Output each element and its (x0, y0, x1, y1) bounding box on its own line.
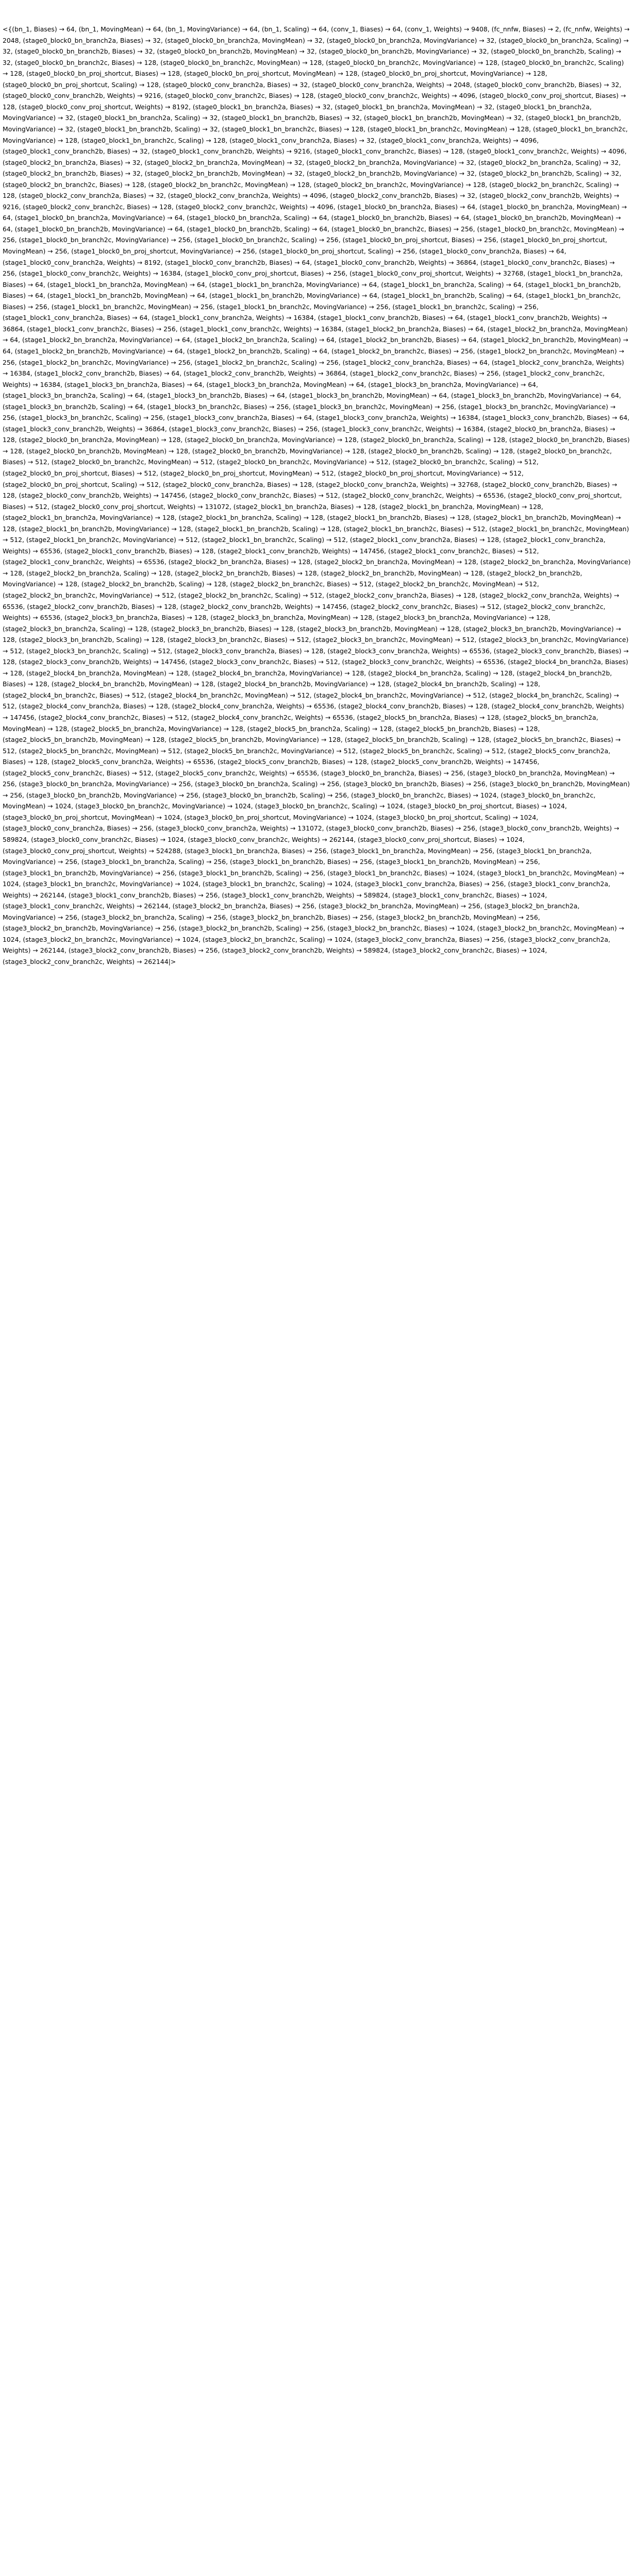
output-cell (0, 0, 634, 978)
association-output-text: <{(bn_1, Biases) → 64, (bn_1, MovingMean) → 64, (bn_1, MovingVariance) → 64, (bn_1, Scaling) → 64, (conv_1, Biases) → 64, (conv_1, Weights) → 9408, (fc_nnfw, Biases) → 2, (fc_nnfw, Weights) → 2048, (stage0_block0_bn_branch2a, Biases) → 32, (stage0_block0_bn_branch2a, MovingMean) → 32, (stage0_block0_bn_branch2a, MovingVariance) → 32, (stage0_block0_bn_branch2a, Scaling) → 32, (stage0_block0_bn_branch2b, Biases) → 32, (stage0_block0_bn_branch2b, MovingMean) → 32, (stage0_block0_bn_branch2b, MovingVariance) → 32, (stage0_block0_bn_branch2b, Scaling) → 32, (stage0_block0_bn_branch2c, Biases) → 128, (stage0_block0_bn_branch2c, MovingMean) → 128, (stage0_block0_bn_branch2c, MovingVariance) → 128, (stage0_block0_bn_branch2c, Scaling) → 128, (stage0_block0_bn_proj_shortcut, Biases) → 128, (stage0_block0_bn_proj_shortcut, MovingMean) → 128, (stage0_block0_bn_proj_shortcut, MovingVariance) → 128, (stage0_block0_bn_proj_shortcut, Scaling) → 128, (stage0_block0_conv_branch2a, Biases) → 32, (stage0_block0_conv_branch2a, Weights) → 2048, (stage0_block0_conv_branch2b, Biases) → 32, (stage0_block0_conv_branch2b, Weights) → 9216, (stage0_block0_conv_branch2c, Biases) → 128, (stage0_block0_conv_branch2c, Weights) → 4096, (stage0_block0_conv_proj_shortcut, Biases) → 128, (stage0_block0_conv_proj_shortcut, Weights) → 8192, (stage0_block1_bn_branch2a, Biases) → 32, (stage0_block1_bn_branch2a, MovingMean) → 32, (stage0_block1_bn_branch2a, MovingVariance) → 32, (stage0_block1_bn_branch2a, Scaling) → 32, (stage0_block1_bn_branch2b, Biases) → 32, (stage0_block1_bn_branch2b, MovingMean) → 32, (stage0_block1_bn_branch2b, MovingVariance) → 32, (stage0_block1_bn_branch2b, Scaling) → 32, (stage0_block1_bn_branch2c, Biases) → 128, (stage0_block1_bn_branch2c, MovingMean) → 128, (stage0_block1_bn_branch2c, MovingVariance) → 128, (stage0_block1_bn_branch2c, Scaling) → 128, (stage0_block1_conv_branch2a, Biases) → 32, (stage0_block1_conv_branch2a, Weights) → 4096, (stage0_block1_conv_branch2b, Biases) → 32, (stage0_block1_conv_branch2b, Weights) → 9216, (stage0_block1_conv_branch2c, Biases) → 128, (stage0_block1_conv_branch2c, Weights) → 4096, (stage0_block2_bn_branch2a, Biases) → 32, (stage0_block2_bn_branch2a, MovingMean) → 32, (stage0_block2_bn_branch2a, MovingVariance) → 32, (stage0_block2_bn_branch2a, Scaling) → 32, (stage0_block2_bn_branch2b, Biases) → 32, (stage0_block2_bn_branch2b, MovingMean) → 32, (stage0_block2_bn_branch2b, MovingVariance) → 32, (stage0_block2_bn_branch2b, Scaling) → 32, (stage0_block2_bn_branch2c, Biases) → 128, (stage0_block2_bn_branch2c, MovingMean) → 128, (stage0_block2_bn_branch2c, MovingVariance) → 128, (stage0_block2_bn_branch2c, Scaling) → 128, (stage0_block2_conv_branch2a, Biases) → 32, (stage0_block2_conv_branch2a, Weights) → 4096, (stage0_block2_conv_branch2b, Biases) → 32, (stage0_block2_conv_branch2b, Weights) → 9216, (stage0_block2_conv_branch2c, Biases) → 128, (stage0_block2_conv_branch2c, Weights) → 4096, (stage1_block0_bn_branch2a, Biases) → 64, (stage1_block0_bn_branch2a, MovingMean) → 64, (stage1_block0_bn_branch2a, MovingVariance) → 64, (stage1_block0_bn_branch2a, Scaling) → 64, (stage1_block0_bn_branch2b, Biases) → 64, (stage1_block0_bn_branch2b, MovingMean) → 64, (stage1_block0_bn_branch2b, MovingVariance) → 64, (stage1_block0_bn_branch2b, Scaling) → 64, (stage1_block0_bn_branch2c, Biases) → 256, (stage1_block0_bn_branch2c, MovingMean) → 256, (stage1_block0_bn_branch2c, MovingVariance) → 256, (stage1_block0_bn_branch2c, Scaling) → 256, (stage1_block0_bn_proj_shortcut, Biases) → 256, (stage1_block0_bn_proj_shortcut, MovingMean) → 256, (stage1_block0_bn_proj_shortcut, MovingVariance) → 256, (stage1_block0_bn_proj_shortcut, Scaling) → 256, (stage1_block0_conv_branch2a, Biases) → 64, (stage1_block0_conv_branch2a, Weights) → 8192, (stage1_block0_conv_branch2b, Biases) → 64, (stage1_block0_conv_branch2b, Weights) → 36864, (stage1_block0_conv_branch2c, Biases) → 256, (stage1_block0_conv_branch2c, Weights) → 16384, (stage1_block0_conv_proj_shortcut, Biases) → 256, (stage1_block0_conv_proj_shortcut, Weights) → 32768, (stage1_block1_bn_branch2a, Biases) → 64, (stage1_block1_bn_branch2a, MovingMean) → 64, (stage1_block1_bn_branch2a, MovingVariance) → 64, (stage1_block1_bn_branch2a, Scaling) → 64, (stage1_block1_bn_branch2b, Biases) → 64, (stage1_block1_bn_branch2b, MovingMean) → 64, (stage1_block1_bn_branch2b, MovingVariance) → 64, (stage1_block1_bn_branch2b, Scaling) → 64, (stage1_block1_bn_branch2c, Biases) → 256, (stage1_block1_bn_branch2c, MovingMean) → 256, (stage1_block1_bn_branch2c, MovingVariance) → 256, (stage1_block1_bn_branch2c, Scaling) → 256, (stage1_block1_conv_branch2a, Biases) → 64, (stage1_block1_conv_branch2a, Weights) → 16384, (stage1_block1_conv_branch2b, Biases) → 64, (stage1_block1_conv_branch2b, Weights) → 36864, (stage1_block1_conv_branch2c, Biases) → 256, (stage1_block1_conv_branch2c, Weights) → 16384, (stage1_block2_bn_branch2a, Biases) → 64, (stage1_block2_bn_branch2a, MovingMean) → 64, (stage1_block2_bn_branch2a, MovingVariance) → 64, (stage1_block2_bn_branch2a, Scaling) → 64, (stage1_block2_bn_branch2b, Biases) → 64, (stage1_block2_bn_branch2b, MovingMean) → 64, (stage1_block2_bn_branch2b, MovingVariance) → 64, (stage1_block2_bn_branch2b, Scaling) → 64, (stage1_block2_bn_branch2c, Biases) → 256, (stage1_block2_bn_branch2c, MovingMean) → 256, (stage1_block2_bn_branch2c, MovingVariance) → 256, (stage1_block2_bn_branch2c, Scaling) → 256, (stage1_block2_conv_branch2a, Biases) → 64, (stage1_block2_conv_branch2a, Weights) → 16384, (stage1_block2_conv_branch2b, Biases) → 64, (stage1_block2_conv_branch2b, Weights) → 36864, (stage1_block2_conv_branch2c, Biases) → 256, (stage1_block2_conv_branch2c, Weights) → 16384, (stage1_block3_bn_branch2a, Biases) → 64, (stage1_block3_bn_branch2a, MovingMean) → 64, (stage1_block3_bn_branch2a, MovingVariance) → 64, (stage1_block3_bn_branch2a, Scaling) → 64, (stage1_block3_bn_branch2b, Biases) → 64, (stage1_block3_bn_branch2b, MovingMean) → 64, (stage1_block3_bn_branch2b, MovingVariance) → 64, (stage1_block3_bn_branch2b, Scaling) → 64, (stage1_block3_bn_branch2c, Biases) → 256, (stage1_block3_bn_branch2c, MovingMean) → 256, (stage1_block3_bn_branch2c, MovingVariance) → 256, (stage1_block3_bn_branch2c, Scaling) → 256, (stage1_block3_conv_branch2a, Biases) → 64, (stage1_block3_conv_branch2a, Weights) → 16384, (stage1_block3_conv_branch2b, Biases) → 64, (stage1_block3_conv_branch2b, Weights) → 36864, (stage1_block3_conv_branch2c, Biases) → 256, (stage1_block3_conv_branch2c, Weights) → 16384, (stage2_block0_bn_branch2a, Biases) → 128, (stage2_block0_bn_branch2a, MovingMean) → 128, (stage2_block0_bn_branch2a, MovingVariance) → 128, (stage2_block0_bn_branch2a, Scaling) → 128, (stage2_block0_bn_branch2b, Biases) → 128, (stage2_block0_bn_branch2b, MovingMean) → 128, (stage2_block0_bn_branch2b, MovingVariance) → 128, (stage2_block0_bn_branch2b, Scaling) → 128, (stage2_block0_bn_branch2c, Biases) → 512, (stage2_block0_bn_branch2c, MovingMean) → 512, (stage2_block0_bn_branch2c, MovingVariance) → 512, (stage2_block0_bn_branch2c, Scaling) → 512, (stage2_block0_bn_proj_shortcut, Biases) → 512, (stage2_block0_bn_proj_shortcut, MovingMean) → 512, (stage2_block0_bn_proj_shortcut, MovingVariance) → 512, (stage2_block0_bn_proj_shortcut, Scaling) → 512, (stage2_block0_conv_branch2a, Biases) → 128, (stage2_block0_conv_branch2a, Weights) → 32768, (stage2_block0_conv_branch2b, Biases) → 128, (stage2_block0_conv_branch2b, Weights) → 147456, (stage2_block0_conv_branch2c, Biases) → 512, (stage2_block0_conv_branch2c, Weights) → 65536, (stage2_block0_conv_proj_shortcut, Biases) → 512, (stage2_block0_conv_proj_shortcut, Weights) → 131072, (stage2_block1_bn_branch2a, Biases) → 128, (stage2_block1_bn_branch2a, MovingMean) → 128, (stage2_block1_bn_branch2a, MovingVariance) → 128, (stage2_block1_bn_branch2a, Scaling) → 128, (stage2_block1_bn_branch2b, Biases) → 128, (stage2_block1_bn_branch2b, MovingMean) → 128, (stage2_block1_bn_branch2b, MovingVariance) → 128, (stage2_block1_bn_branch2b, Scaling) → 128, (stage2_block1_bn_branch2c, Biases) → 512, (stage2_block1_bn_branch2c, MovingMean) → 512, (stage2_block1_bn_branch2c, MovingVariance) → 512, (stage2_block1_bn_branch2c, Scaling) → 512, (stage2_block1_conv_branch2a, Biases) → 128, (stage2_block1_conv_branch2a, Weights) → 65536, (stage2_block1_conv_branch2b, Biases) → 128, (stage2_block1_conv_branch2b, Weights) → 147456, (stage2_block1_conv_branch2c, Biases) → 512, (stage2_block1_conv_branch2c, Weights) → 65536, (stage2_block2_bn_branch2a, Biases) → 128, (stage2_block2_bn_branch2a, MovingMean) → 128, (stage2_block2_bn_branch2a, MovingVariance) → 128, (stage2_block2_bn_branch2a, Scaling) → 128, (stage2_block2_bn_branch2b, Biases) → 128, (stage2_block2_bn_branch2b, MovingMean) → 128, (stage2_block2_bn_branch2b, MovingVariance) → 128, (stage2_block2_bn_branch2b, Scaling) → 128, (stage2_block2_bn_branch2c, Biases) → 512, (stage2_block2_bn_branch2c, MovingMean) → 512, (stage2_block2_bn_branch2c, MovingVariance) → 512, (stage2_block2_bn_branch2c, Scaling) → 512, (stage2_block2_conv_branch2a, Biases) → 128, (stage2_block2_conv_branch2a, Weights) → 65536, (stage2_block2_conv_branch2b, Biases) → 128, (stage2_block2_conv_branch2b, Weights) → 147456, (stage2_block2_conv_branch2c, Biases) → 512, (stage2_block2_conv_branch2c, Weights) → 65536, (stage2_block3_bn_branch2a, Biases) → 128, (stage2_block3_bn_branch2a, MovingMean) → 128, (stage2_block3_bn_branch2a, MovingVariance) → 128, (stage2_block3_bn_branch2a, Scaling) → 128, (stage2_block3_bn_branch2b, Biases) → 128, (stage2_block3_bn_branch2b, MovingMean) → 128, (stage2_block3_bn_branch2b, MovingVariance) → 128, (stage2_block3_bn_branch2b, Scaling) → 128, (stage2_block3_bn_branch2c, Biases) → 512, (stage2_block3_bn_branch2c, MovingMean) → 512, (stage2_block3_bn_branch2c, MovingVariance) → 512, (stage2_block3_bn_branch2c, Scaling) → 512, (stage2_block3_conv_branch2a, Biases) → 128, (stage2_block3_conv_branch2a, Weights) → 65536, (stage2_block3_conv_branch2b, Biases) → 128, (stage2_block3_conv_branch2b, Weights) → 147456, (stage2_block3_conv_branch2c, Biases) → 512, (stage2_block3_conv_branch2c, Weights) → 65536, (stage2_block4_bn_branch2a, Biases) → 128, (stage2_block4_bn_branch2a, MovingMean) → 128, (stage2_block4_bn_branch2a, MovingVariance) → 128, (stage2_block4_bn_branch2a, Scaling) → 128, (stage2_block4_bn_branch2b, Biases) → 128, (stage2_block4_bn_branch2b, MovingMean) → 128, (stage2_block4_bn_branch2b, MovingVariance) → 128, (stage2_block4_bn_branch2b, Scaling) → 128, (stage2_block4_bn_branch2c, Biases) → 512, (stage2_block4_bn_branch2c, MovingMean) → 512, (stage2_block4_bn_branch2c, MovingVariance) → 512, (stage2_block4_bn_branch2c, Scaling) → 512, (stage2_block4_conv_branch2a, Biases) → 128, (stage2_block4_conv_branch2a, Weights) → 65536, (stage2_block4_conv_branch2b, Biases) → 128, (stage2_block4_conv_branch2b, Weights) → 147456, (stage2_block4_conv_branch2c, Biases) → 512, (stage2_block4_conv_branch2c, Weights) → 65536, (stage2_block5_bn_branch2a, Biases) → 128, (stage2_block5_bn_branch2a, MovingMean) → 128, (stage2_block5_bn_branch2a, MovingVariance) → 128, (stage2_block5_bn_branch2a, Scaling) → 128, (stage2_block5_bn_branch2b, Biases) → 128, (stage2_block5_bn_branch2b, MovingMean) → 128, (stage2_block5_bn_branch2b, MovingVariance) → 128, (stage2_block5_bn_branch2b, Scaling) → 128, (stage2_block5_bn_branch2c, Biases) → 512, (stage2_block5_bn_branch2c, MovingMean) → 512, (stage2_block5_bn_branch2c, MovingVariance) → 512, (stage2_block5_bn_branch2c, Scaling) → 512, (stage2_block5_conv_branch2a, Biases) → 128, (stage2_block5_conv_branch2a, Weights) → 65536, (stage2_block5_conv_branch2b, Biases) → 128, (stage2_block5_conv_branch2b, Weights) → 147456, (stage2_block5_conv_branch2c, Biases) → 512, (stage2_block5_conv_branch2c, Weights) → 65536, (stage3_block0_bn_branch2a, Biases) → 256, (stage3_block0_bn_branch2a, MovingMean) → 256, (stage3_block0_bn_branch2a, MovingVariance) → 256, (stage3_block0_bn_branch2a, Scaling) → 256, (stage3_block0_bn_branch2b, Biases) → 256, (stage3_block0_bn_branch2b, MovingMean) → 256, (stage3_block0_bn_branch2b, MovingVariance) → 256, (stage3_block0_bn_branch2b, Scaling) → 256, (stage3_block0_bn_branch2c, Biases) → 1024, (stage3_block0_bn_branch2c, MovingMean) → 1024, (stage3_block0_bn_branch2c, MovingVariance) → 1024, (stage3_block0_bn_branch2c, Scaling) → 1024, (stage3_block0_bn_proj_shortcut, Biases) → 1024, (stage3_block0_bn_proj_shortcut, MovingMean) → 1024, (stage3_block0_bn_proj_shortcut, MovingVariance) → 1024, (stage3_block0_bn_proj_shortcut, Scaling) → 1024, (stage3_block0_conv_branch2a, Biases) → 256, (stage3_block0_conv_branch2a, Weights) → 131072, (stage3_block0_conv_branch2b, Biases) → 256, (stage3_block0_conv_branch2b, Weights) → 589824, (stage3_block0_conv_branch2c, Biases) → 1024, (stage3_block0_conv_branch2c, Weights) → 262144, (stage3_block0_conv_proj_shortcut, Biases) → 1024, (stage3_block0_conv_proj_shortcut, Weights) → 524288, (stage3_block1_bn_branch2a, Biases) → 256, (stage3_block1_bn_branch2a, MovingMean) → 256, (stage3_block1_bn_branch2a, MovingVariance) → 256, (stage3_block1_bn_branch2a, Scaling) → 256, (stage3_block1_bn_branch2b, Biases) → 256, (stage3_block1_bn_branch2b, MovingMean) → 256, (stage3_block1_bn_branch2b, MovingVariance) → 256, (stage3_block1_bn_branch2b, Scaling) → 256, (stage3_block1_bn_branch2c, Biases) → 1024, (stage3_block1_bn_branch2c, MovingMean) → 1024, (stage3_block1_bn_branch2c, MovingVariance) → 1024, (stage3_block1_bn_branch2c, Scaling) → 1024, (stage3_block1_conv_branch2a, Biases) → 256, (stage3_block1_conv_branch2a, Weights) → 262144, (stage3_block1_conv_branch2b, Biases) → 256, (stage3_block1_conv_branch2b, Weights) → 589824, (stage3_block1_conv_branch2c, Biases) → 1024, (stage3_block1_conv_branch2c, Weights) → 262144, (stage3_block2_bn_branch2a, Biases) → 256, (stage3_block2_bn_branch2a, MovingMean) → 256, (stage3_block2_bn_branch2a, MovingVariance) → 256, (stage3_block2_bn_branch2a, Scaling) → 256, (stage3_block2_bn_branch2b, Biases) → 256, (stage3_block2_bn_branch2b, MovingMean) → 256, (stage3_block2_bn_branch2b, MovingVariance) → 256, (stage3_block2_bn_branch2b, Scaling) → 256, (stage3_block2_bn_branch2c, Biases) → 1024, (stage3_block2_bn_branch2c, MovingMean) → 1024, (stage3_block2_bn_branch2c, MovingVariance) → 1024, (stage3_block2_bn_branch2c, Scaling) → 1024, (stage3_block2_conv_branch2a, Biases) → 256, (stage3_block2_conv_branch2a, Weights) → 262144, (stage3_block2_conv_branch2b, Biases) → 256, (stage3_block2_conv_branch2b, Weights) → 589824, (stage3_block2_conv_branch2c, Biases) → 1024, (stage3_block2_conv_branch2c, Weights) → 262144|> (3, 25, 633, 966)
